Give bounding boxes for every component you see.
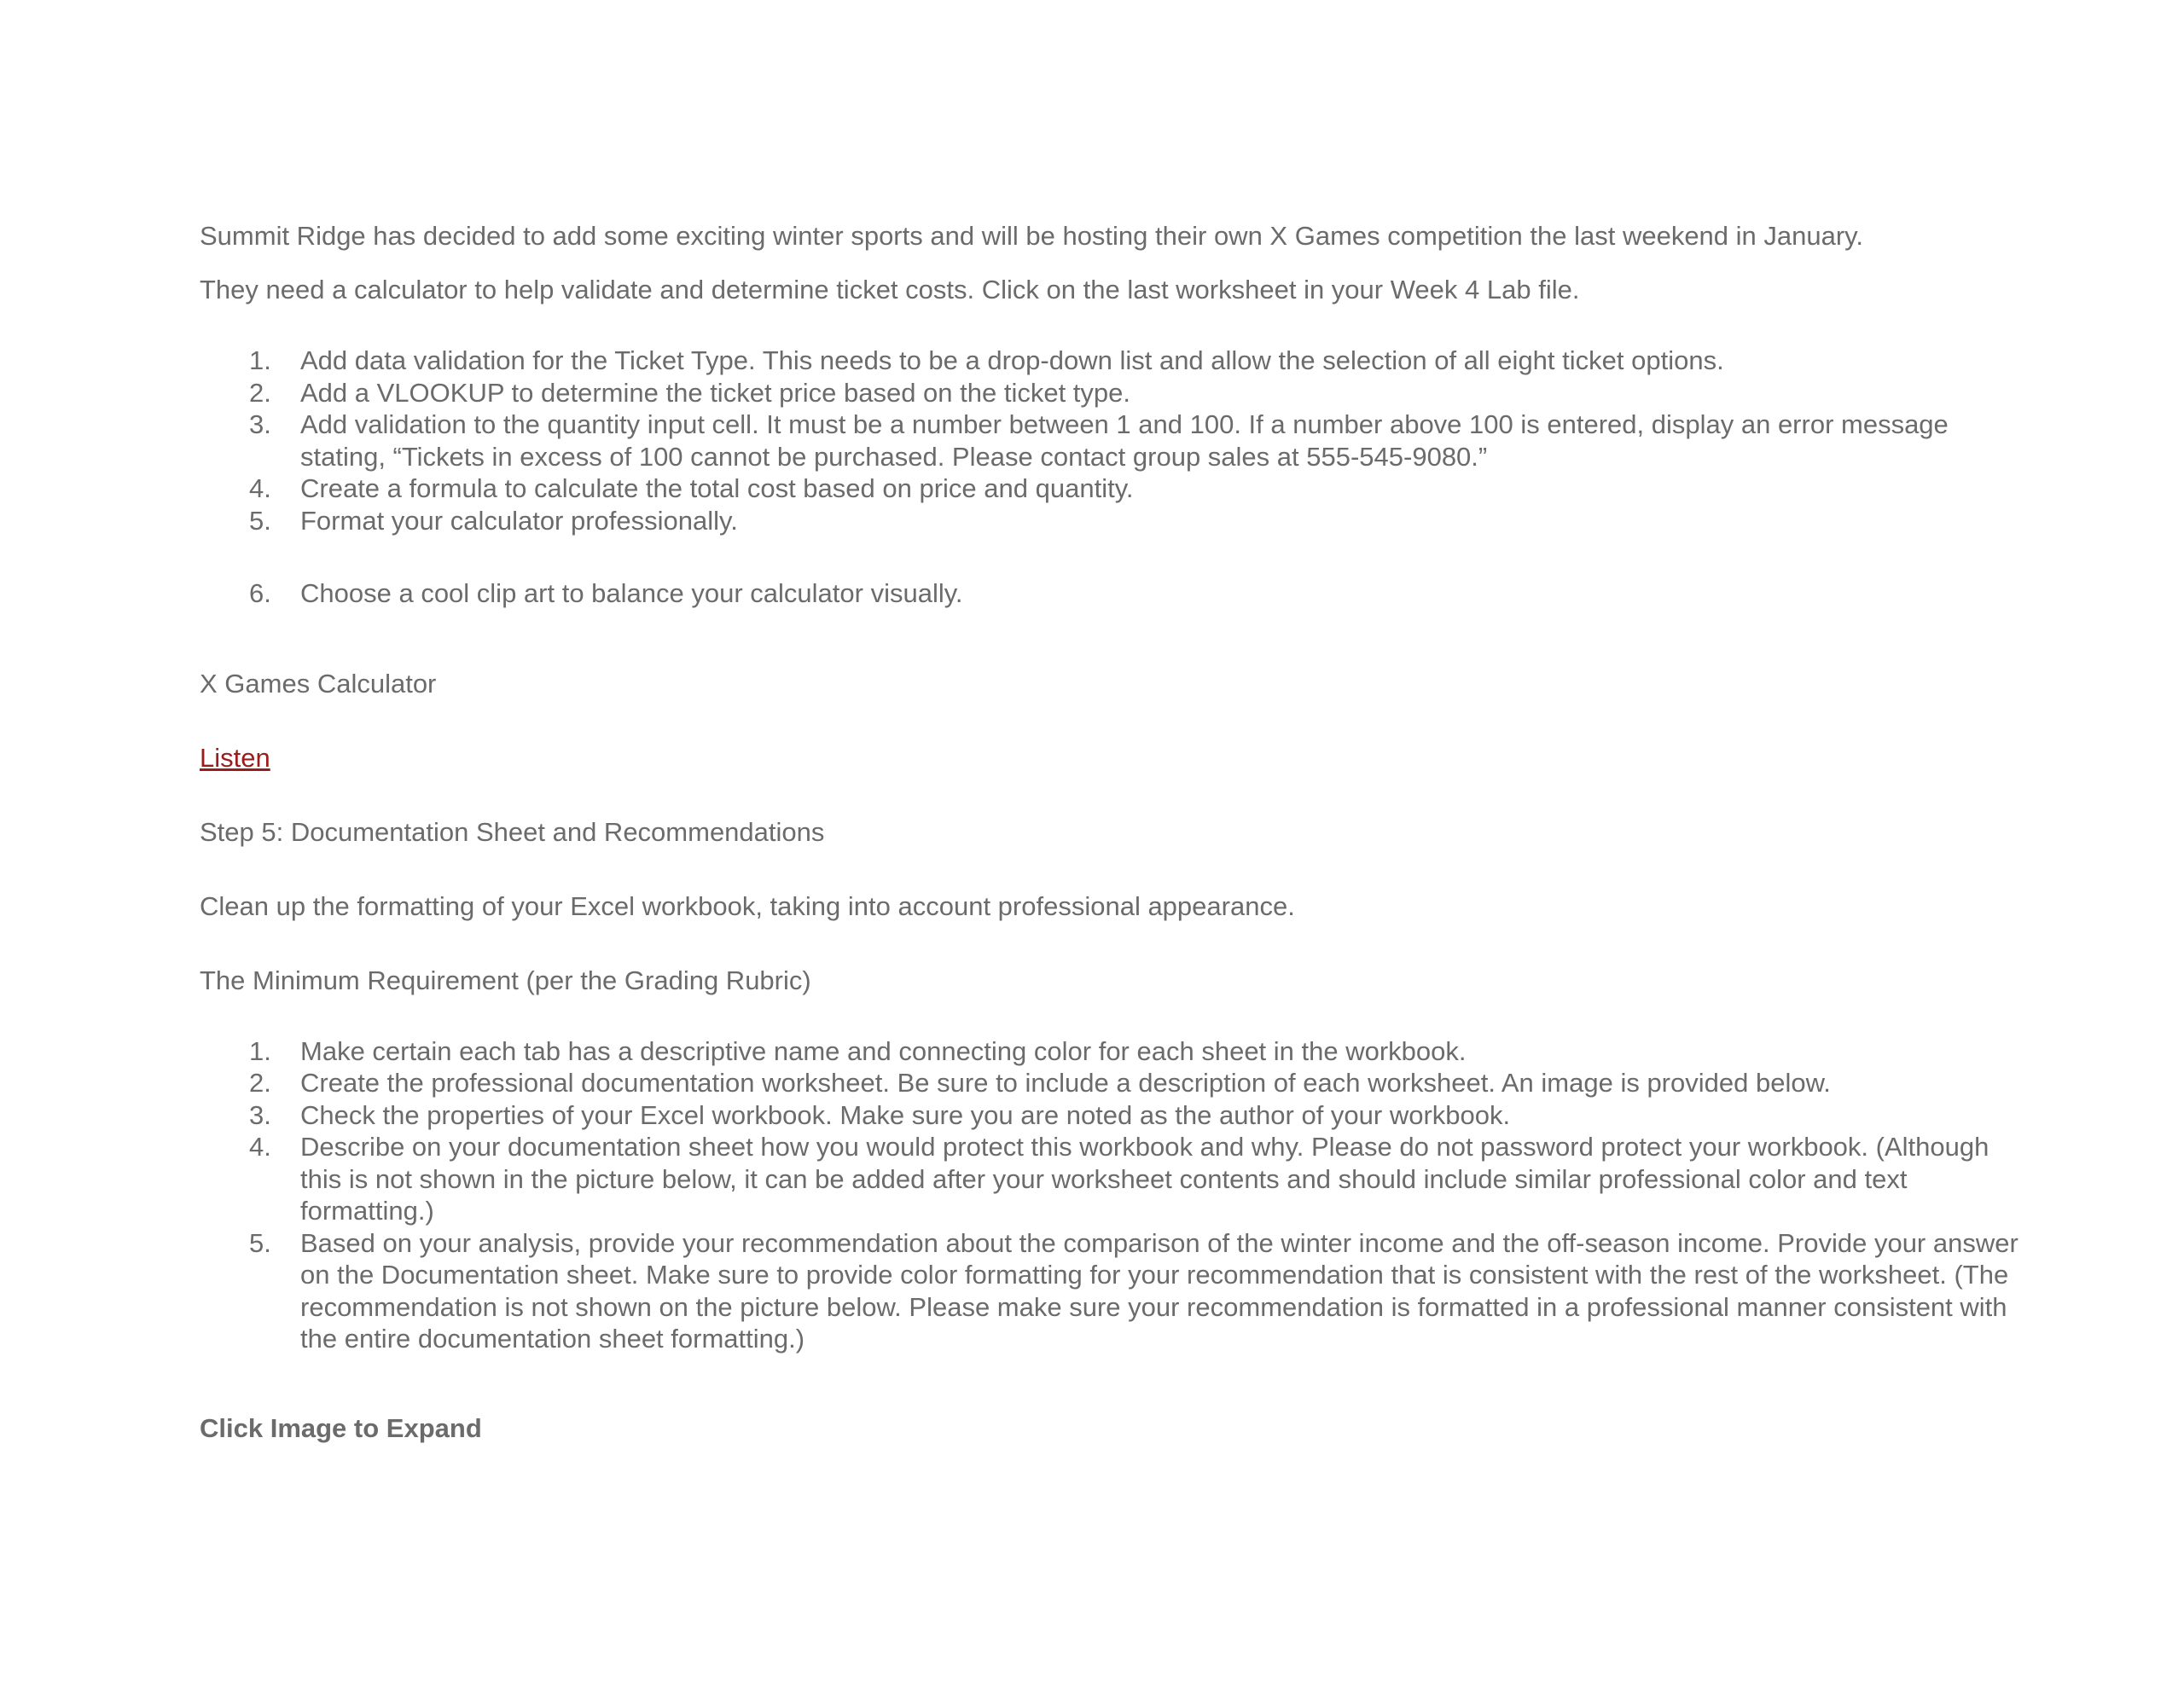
- cleanup-paragraph: Clean up the formatting of your Excel workbook, taking into account professional appearance.: [200, 890, 1295, 921]
- list-item-text: Choose a cool clip art to balance your calculator visually.: [300, 578, 963, 608]
- list-item-number: 4.: [249, 1132, 271, 1162]
- list-item-number: 5.: [249, 505, 271, 536]
- list-item: [200, 505, 2034, 537]
- list-item-text: Create the professional documentation worksheet. Be sure to include a description of each worksheet. An image is provided below.: [300, 1068, 1831, 1098]
- list-item-text: Create a formula to calculate the total cost based on price and quantity.: [300, 473, 1134, 503]
- list-item-number: 4.: [249, 473, 271, 503]
- step5-heading: Step 5: Documentation Sheet and Recommendations: [200, 816, 825, 847]
- list-item-text: Add validation to the quantity input cell. It must be a number between 1 and 100. If a number above 100 is entered, display an error message stating, “Tickets in excess of 100 cannot be purchased. Please contact group sales at 555-545-9080.”: [300, 409, 1949, 472]
- list-item: [200, 345, 2034, 377]
- list-item: [200, 1067, 2034, 1099]
- list-item-number: 1.: [249, 345, 271, 375]
- intro-paragraph-1: Summit Ridge has decided to add some exciting winter sports and will be hosting their own X Games competition the last weekend in January.: [200, 221, 1863, 251]
- list-item: [200, 577, 2034, 610]
- intro-paragraph-2: They need a calculator to help validate and determine ticket costs. Click on the last worksheet in your Week 4 Lab file.: [200, 275, 1580, 304]
- list-item: [200, 1227, 2034, 1355]
- requirements-list: [200, 1035, 2034, 1355]
- list-item: [200, 472, 2034, 505]
- document-page: [200, 220, 2034, 1445]
- list-item-text: Based on your analysis, provide your recommendation about the comparison of the winter income and the off-season income. Provide your answer on the Documentation sheet. Make sure to provide color formatting for your recommendation that is consistent with the rest of the worksheet. (The recommendation is not shown on the picture below. Please make sure your recommendation is formatted in a professional manner consistent with the entire documentation sheet formatting.): [300, 1227, 2018, 1354]
- list-item-number: 6.: [249, 578, 271, 608]
- list-item-text: Make certain each tab has a descriptive name and connecting color for each sheet in the workbook.: [300, 1035, 1467, 1066]
- calculator-steps-list: [200, 345, 2034, 610]
- list-item-number: 2.: [249, 1068, 271, 1098]
- list-item-number: 2.: [249, 377, 271, 408]
- list-item-text: Add data validation for the Ticket Type. This needs to be a drop-down list and allow the selection of all eight ticket options.: [300, 345, 1724, 375]
- listen-paragraph: [200, 742, 2034, 774]
- list-item: [200, 1099, 2034, 1132]
- click-image-to-expand[interactable]: Click Image to Expand: [200, 1412, 482, 1443]
- list-item-text: Add a VLOOKUP to determine the ticket price based on the ticket type.: [300, 377, 1131, 408]
- list-item-text: Format your calculator professionally.: [300, 505, 738, 536]
- list-item: [200, 1035, 2034, 1068]
- list-item-number: 5.: [249, 1227, 271, 1258]
- list-item-number: 3.: [249, 1099, 271, 1130]
- list-item: [200, 1131, 2034, 1227]
- listen-link[interactable]: Listen: [200, 742, 270, 773]
- list-item-number: 3.: [249, 409, 271, 439]
- minimum-requirement-heading: The Minimum Requirement (per the Grading Rubric): [200, 965, 811, 995]
- calculator-title: X Games Calculator: [200, 668, 437, 699]
- list-item-number: 1.: [249, 1035, 271, 1066]
- list-item: [200, 377, 2034, 409]
- list-item-text: Check the properties of your Excel workbook. Make sure you are noted as the author of your workbook.: [300, 1099, 1511, 1130]
- list-item-text: Describe on your documentation sheet how you would protect this workbook and why. Please do not password protect your workbook. (Although this is not shown in the picture below, it can be added after your worksheet contents and should include similar professional color and text formatting.): [300, 1132, 1989, 1226]
- list-item: [200, 409, 2034, 472]
